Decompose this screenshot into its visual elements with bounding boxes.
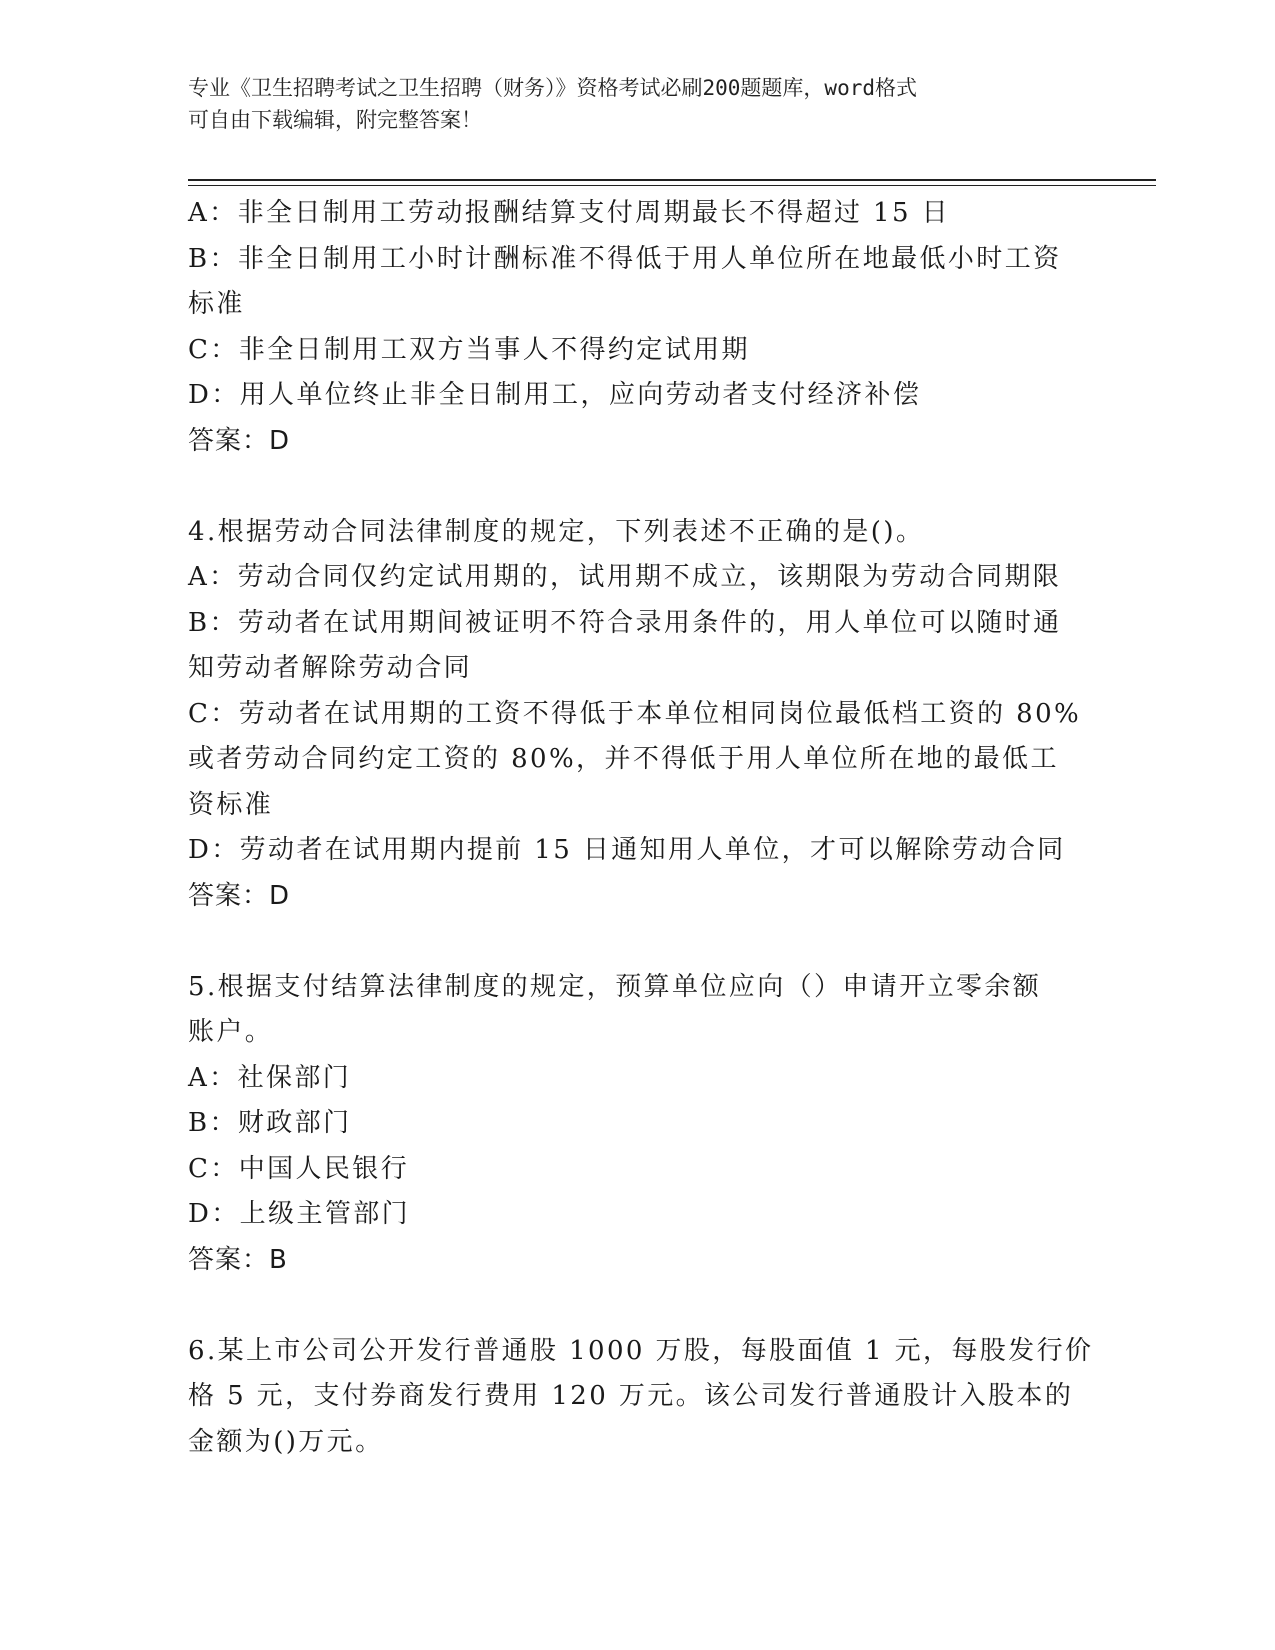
header-rule-thin bbox=[188, 185, 1156, 186]
question-5 bbox=[188, 965, 1088, 1238]
option-b-cont: 知劳动者解除劳动合同 bbox=[188, 653, 473, 683]
question-3-options bbox=[188, 191, 1088, 419]
question-content bbox=[188, 191, 1094, 1465]
spacer bbox=[188, 919, 1088, 965]
spacer bbox=[188, 464, 1088, 510]
option-b: B：非全日制用工小时计酬标准不得低于用人单位所在地最低小时工资 bbox=[188, 243, 1062, 274]
option-b: B：财政部门 bbox=[188, 1108, 352, 1138]
option-c-cont: 或者劳动合同约定工资的 80%，并不得低于用人单位所在地的最低工 bbox=[188, 744, 1059, 774]
option-a: A：社保部门 bbox=[188, 1062, 352, 1093]
question-6 bbox=[188, 1329, 1094, 1466]
option-b-cont: 标准 bbox=[188, 289, 245, 319]
option-c-cont-2: 资标准 bbox=[188, 789, 274, 820]
question-stem: 4.根据劳动合同法律制度的规定，下列表述不正确的是()。 bbox=[188, 516, 925, 547]
option-a: A：劳动合同仅约定试用期的，试用期不成立，该期限为劳动合同期限 bbox=[188, 562, 1062, 592]
option-b: B：劳动者在试用期间被证明不符合录用条件的，用人单位可以随时通 bbox=[188, 607, 1062, 638]
option-d: D：用人单位终止非全日制用工，应向劳动者支付经济补偿 bbox=[188, 380, 922, 410]
question-stem-cont: 账户。 bbox=[188, 1017, 274, 1047]
option-c: C：中国人民银行 bbox=[188, 1153, 410, 1184]
question-4 bbox=[188, 510, 1088, 874]
header-line-1: 专业《卫生招聘考试之卫生招聘（财务）》资格考试必刷200题题库，word格式 bbox=[188, 76, 917, 100]
question-stem: 5.根据支付结算法律制度的规定，预算单位应向（）申请开立零余额 bbox=[188, 971, 1042, 1002]
header-line-2: 可自由下载编辑，附完整答案！ bbox=[188, 108, 482, 132]
answer-5: 答案：B bbox=[188, 1244, 288, 1275]
option-d: D：劳动者在试用期内提前 15 日通知用人单位，才可以解除劳动合同 bbox=[188, 835, 1066, 865]
question-stem-cont: 格 5 元，支付券商发行费用 120 万元。该公司发行普通股计入股本的 bbox=[188, 1381, 1074, 1411]
option-a: A：非全日制用工劳动报酬结算支付周期最长不得超过 15 日 bbox=[188, 198, 950, 228]
answer-3: 答案：D bbox=[188, 425, 291, 456]
answer-4: 答案：D bbox=[188, 880, 291, 911]
option-c: C：非全日制用工双方当事人不得约定试用期 bbox=[188, 334, 750, 365]
question-stem-cont-2: 金额为()万元。 bbox=[188, 1426, 384, 1457]
question-stem: 6.某上市公司公开发行普通股 1000 万股，每股面值 1 元，每股发行价 bbox=[188, 1335, 1094, 1366]
option-d: D：上级主管部门 bbox=[188, 1199, 411, 1229]
spacer bbox=[188, 1283, 1088, 1329]
document-header bbox=[188, 72, 1068, 136]
option-c: C：劳动者在试用期的工资不得低于本单位相同岗位最低档工资的 80% bbox=[188, 698, 1082, 729]
header-rule-thick bbox=[188, 179, 1156, 181]
